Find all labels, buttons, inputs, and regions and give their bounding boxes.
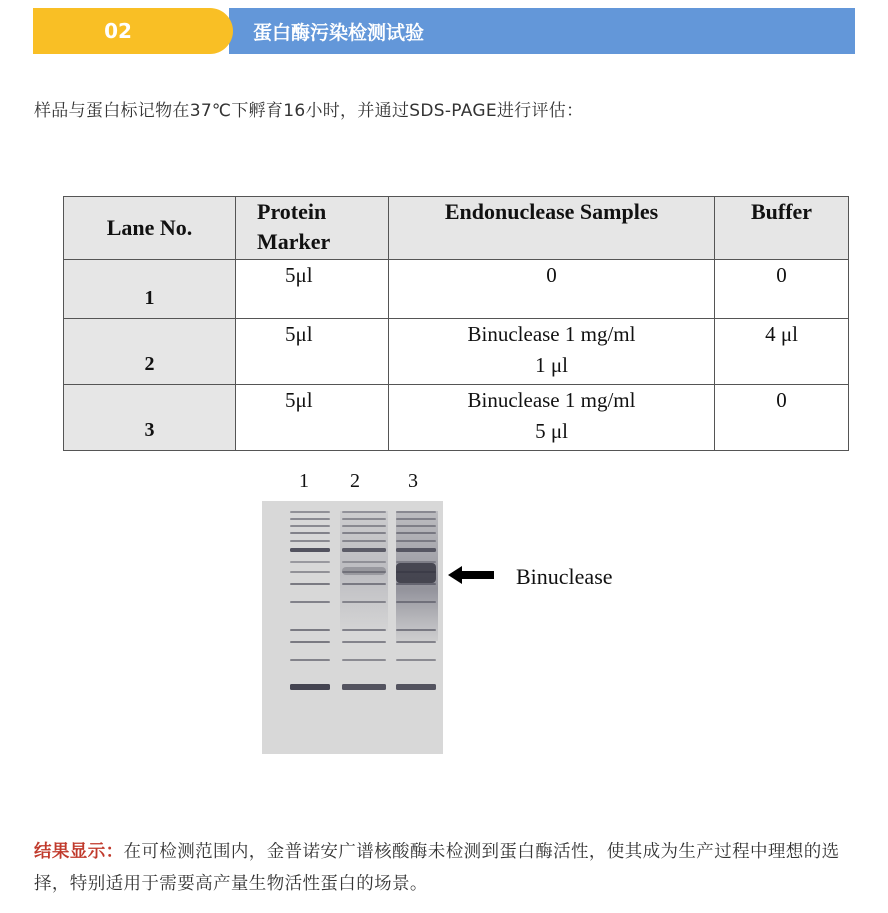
- gel-lane-label-2: 2: [350, 470, 360, 492]
- gel-band: [342, 532, 386, 534]
- gel-band: [290, 532, 330, 534]
- gel-band: [342, 525, 386, 527]
- arrow-left-icon: [448, 566, 494, 584]
- marker-volume: 5μl: [236, 260, 389, 319]
- table-header-row: [64, 197, 849, 260]
- gel-band-binuclease: [342, 567, 386, 575]
- lane-number: 2: [64, 319, 236, 385]
- lane-number: 1: [64, 260, 236, 319]
- gel-band: [396, 511, 436, 513]
- table-row: [64, 319, 849, 385]
- sample-line2: 5 μl: [535, 419, 568, 443]
- gel-band: [342, 684, 386, 690]
- gel-band: [290, 540, 330, 542]
- sample-cell: [389, 319, 715, 385]
- gel-band: [290, 659, 330, 661]
- buffer-volume: 0: [715, 385, 849, 451]
- section-title: 蛋白酶污染检测试验: [229, 8, 855, 54]
- gel-lane-label-3: 3: [408, 470, 418, 492]
- gel-band: [396, 525, 436, 527]
- gel-band: [290, 684, 330, 690]
- gel-band: [396, 561, 436, 563]
- gel-band: [342, 583, 386, 585]
- marker-volume: 5μl: [236, 319, 389, 385]
- header-endonuclease: Endonuclease Samples: [389, 197, 715, 260]
- sample-line1: Binuclease 1 mg/ml: [467, 388, 636, 412]
- sample-cell: [389, 385, 715, 451]
- intro-text: 样品与蛋白标记物在37℃下孵育16小时，并通过SDS-PAGE进行评估：: [34, 101, 584, 121]
- gel-band: [396, 548, 436, 552]
- gel-band: [290, 583, 330, 585]
- gel-band-binuclease: [396, 563, 436, 583]
- gel-band: [342, 601, 386, 603]
- lane-number: 3: [64, 385, 236, 451]
- gel-band: [396, 518, 436, 520]
- buffer-volume: 0: [715, 260, 849, 319]
- header-protein-marker: [236, 197, 389, 260]
- gel-band: [290, 641, 330, 643]
- gel-band: [342, 540, 386, 542]
- gel-band: [290, 601, 330, 603]
- sample-line1: 0: [546, 263, 557, 287]
- marker-volume: 5μl: [236, 385, 389, 451]
- gel-image: [262, 501, 443, 754]
- gel-band: [290, 548, 330, 552]
- gel-band: [290, 571, 330, 573]
- sample-line1: Binuclease 1 mg/ml: [467, 322, 636, 346]
- gel-band: [342, 511, 386, 513]
- gel-band: [342, 659, 386, 661]
- gel-band: [396, 659, 436, 661]
- header-lane: Lane No.: [64, 197, 236, 260]
- sample-line2: 1 μl: [535, 353, 568, 377]
- gel-band: [290, 525, 330, 527]
- gel-band: [396, 583, 436, 585]
- table-row: [64, 260, 849, 319]
- gel-band: [396, 532, 436, 534]
- section-banner: [33, 8, 855, 54]
- gel-band: [396, 540, 436, 542]
- section-number: 02: [33, 8, 233, 54]
- header-marker-line1: Protein: [257, 199, 327, 224]
- gel-band: [342, 561, 386, 563]
- gel-band: [290, 511, 330, 513]
- gel-band: [290, 518, 330, 520]
- header-buffer: Buffer: [715, 197, 849, 260]
- table-row: [64, 385, 849, 451]
- result-paragraph: [34, 836, 860, 900]
- gel-band: [342, 641, 386, 643]
- experiment-table: [63, 196, 849, 451]
- gel-band: [396, 684, 436, 690]
- gel-lane-label-1: 1: [299, 470, 309, 492]
- binuclease-label: Binuclease: [516, 564, 613, 589]
- gel-figure: [262, 462, 642, 762]
- sample-cell: [389, 260, 715, 319]
- header-marker-line2: Marker: [257, 229, 331, 254]
- gel-band: [290, 629, 330, 631]
- gel-band: [342, 629, 386, 631]
- gel-band: [396, 629, 436, 631]
- buffer-volume: 4 μl: [715, 319, 849, 385]
- gel-band: [342, 518, 386, 520]
- result-label: 结果显示：: [34, 842, 124, 862]
- gel-band: [290, 561, 330, 563]
- gel-band: [396, 641, 436, 643]
- gel-band: [396, 601, 436, 603]
- gel-band: [342, 548, 386, 552]
- result-text: 在可检测范围内，金普诺安广谱核酸酶未检测到蛋白酶活性，使其成为生产过程中理想的选择，特别适用于需要高产量生物活性蛋白的场景。: [34, 842, 840, 894]
